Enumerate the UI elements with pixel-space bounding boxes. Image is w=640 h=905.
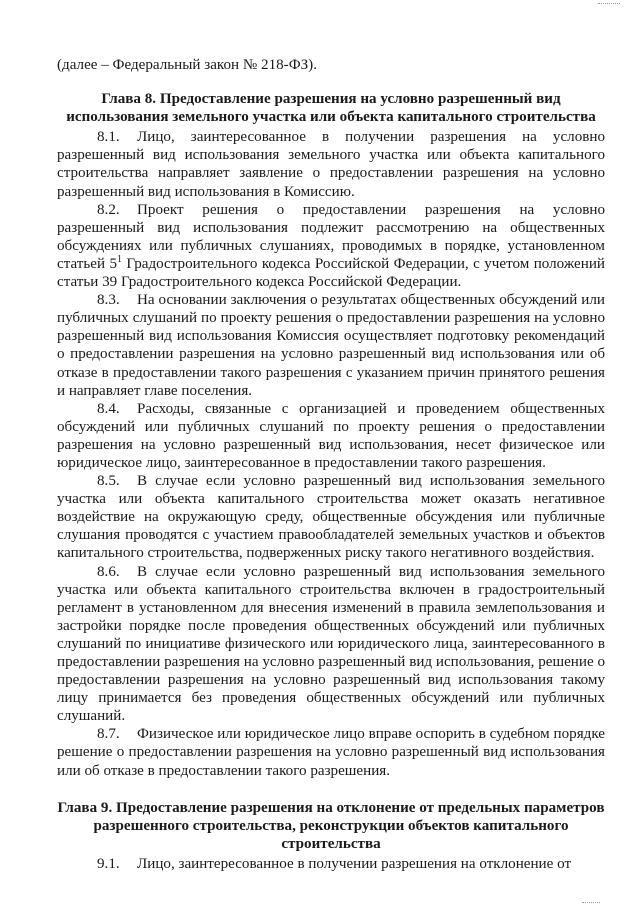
paragraph-8-7 — [57, 725, 605, 779]
paragraph-8-1 — [57, 128, 605, 200]
paragraph-9-1 — [57, 855, 605, 873]
article-superscript: 1 — [117, 253, 123, 265]
paragraph-number: 8.2. — [97, 201, 120, 218]
paragraph-text: В случае если условно разрешенный вид использования земельного участка или объекта капитального строительства включен в градостроительный регламент в установленном для внесения изменений в правила землепользования и застройки порядке после проведения общественных обсуждений или публичных слушаний по инициативе физического или юридического лица, заинтересованного в предоставлении разрешения на условно разрешенный вид использования, решение о предоставлении разрешения на условно разрешенный вид использования такому лицу принимается без проведения общественных обсуждений или публичных слушаний. — [57, 563, 605, 725]
paragraph-text: Расходы, связанные с организацией и проведением общественных обсуждений или публичных слушаний по проекту решения о предоставлении разрешения на условно разрешенный вид использования, несет физическое или юридическое лицо, заинтересованное в предоставлении такого разрешения. — [57, 400, 605, 471]
document-page — [57, 56, 605, 873]
paragraph-text-continued: Градостроительного кодекса Российской Федерации, с учетом положений статьи 39 Градостроительного кодекса Российской Федерации. — [57, 255, 605, 291]
paragraph-8-6 — [57, 563, 605, 726]
paragraph-text: Проект решения о предоставлении разрешения на условно разрешенный вид использования подлежит рассмотрению на общественных обсуждениях или публичных слушаниях, проводимых в порядке, установленном статьей 5 — [57, 201, 605, 272]
paragraph-number: 8.4. — [97, 400, 120, 417]
paragraph-text: На основании заключения о результатах общественных обсуждений или публичных слушаний по проекту решения о предоставлении разрешения на условно разрешенный вид использования Комиссия осуществляет подготовку рекомендаций о предоставлении разрешения на условно разрешенный вид использования или об отказе в предоставлении такого разрешения с указанием причин принятого решения и направляет главе поселения. — [57, 292, 605, 399]
paragraph-number: 8.6. — [97, 563, 120, 580]
paragraph-text: Лицо, заинтересованное в получении разрешения на условно разрешенный вид использования земельного участка или объекта капитального строительства направляет заявление о предоставлении разрешения на условно разрешенный вид использования в Комиссию. — [57, 129, 605, 200]
chapter-9-title: Глава 9. Предоставление разрешения на отклонение от предельных параметров разрешенного строительства, реконструкции объектов капитального строительства — [57, 799, 605, 852]
paragraph-text: Лицо, заинтересованное в получении разрешения на отклонение от — [137, 855, 572, 872]
paragraph-text: Физическое или юридическое лицо вправе оспорить в судебном порядке решение о предоставлении разрешения на условно разрешенный вид использования или об отказе в предоставлении такого разрешения. — [57, 726, 605, 779]
scan-mark-bottom — [582, 899, 600, 903]
scan-mark-top — [598, 0, 620, 4]
paragraph-number: 8.3. — [97, 292, 120, 309]
paragraph-text: В случае если условно разрешенный вид использования земельного участка или объекта капитального строительства может оказать негативное воздействие на окружающую среду, общественные обсуждения или публичные слушания проводятся с участием правообладателей земельных участков и объектов капитального строительства, подверженных риску такого негативного воздействия. — [57, 473, 605, 562]
paragraph-8-4 — [57, 400, 605, 472]
paragraph-8-2 — [57, 201, 605, 291]
paragraph-number: 8.5. — [97, 473, 120, 490]
paragraph-number: 9.1. — [97, 855, 120, 872]
chapter-8-title: Глава 8. Предоставление разрешения на условно разрешенный вид использования земельного участка или объекта капитального строительства — [66, 91, 596, 126]
paragraph-8-5 — [57, 472, 605, 562]
paragraph-number: 8.1. — [97, 129, 120, 146]
paragraph-number: 8.7. — [97, 726, 120, 743]
intro-line: (далее – Федеральный закон № 218-ФЗ). — [57, 57, 317, 73]
paragraph-8-3 — [57, 291, 605, 400]
